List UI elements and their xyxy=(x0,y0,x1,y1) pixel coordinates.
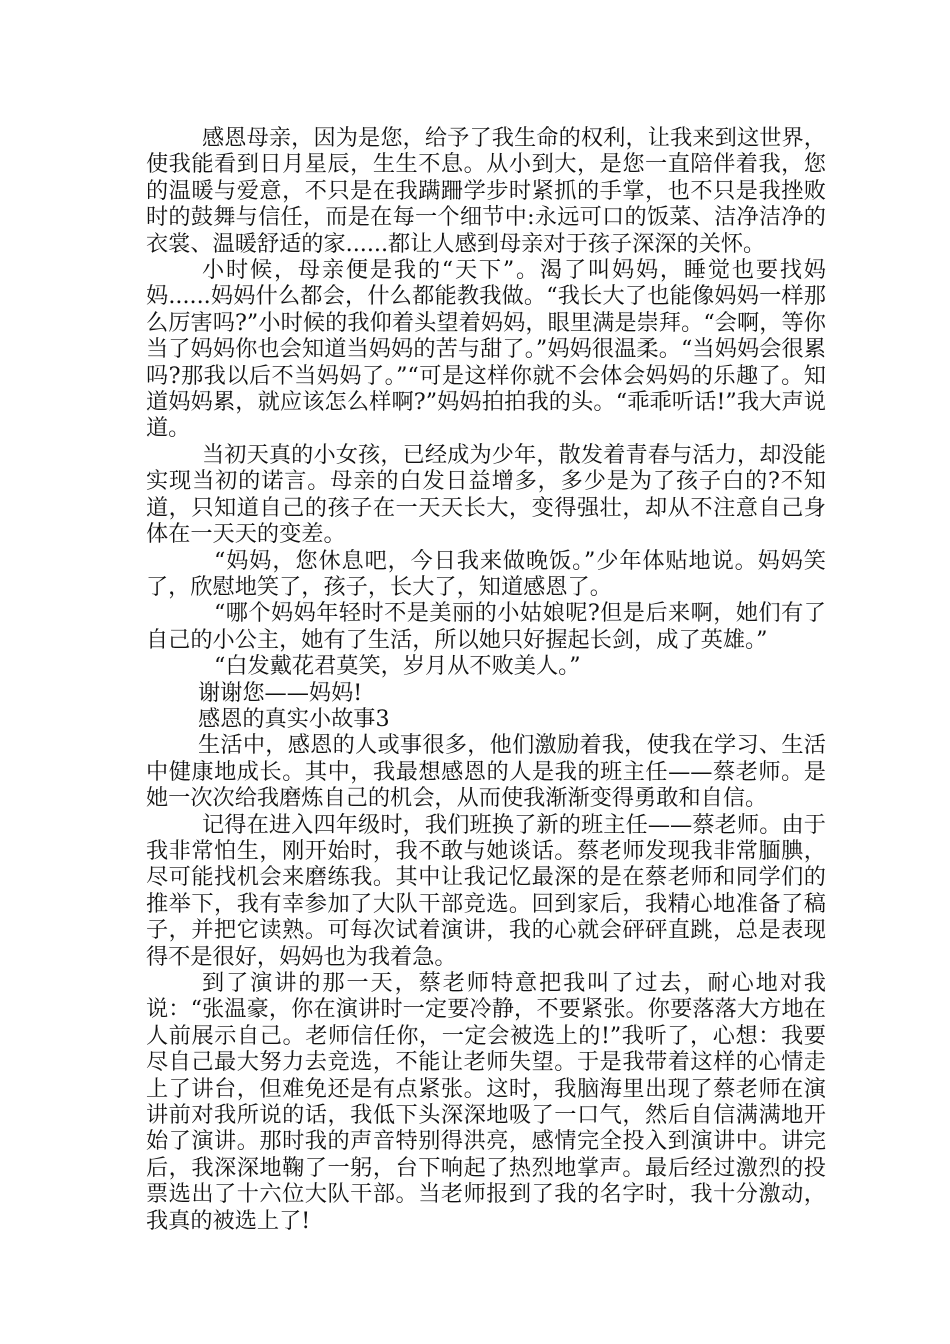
paragraph-fourth-grade: 记得在进入四年级时，我们班换了新的班主任——蔡老师。由于我非常怕生，刚开始时，我不敢与她谈话。蔡老师发现我非常腼腆，尽可能找机会来磨练我。其中让我记忆最深的是在蔡老师和同学们的推举下，我有幸参加了大队干部竞选。回到家后，我精心地准备了稿子，并把它读熟。可每次试着演讲，我的心就会砰砰直跳，总是表现得不是很好，妈妈也为我着急。 xyxy=(146,811,826,970)
paragraph-growing-up: 当初天真的小女孩，已经成为少年，散发着青春与活力，却没能实现当初的诺言。母亲的白发日益增多，多少是为了孩子白的?不知道，只知道自己的孩子在一天天长大，变得强壮，却从不注意自己身体在一天天的变差。 xyxy=(146,441,826,548)
section-heading-story-3: 感恩的真实小故事3 xyxy=(198,705,390,732)
paragraph-teacher-intro: 生活中，感恩的人或事很多，他们激励着我，使我在学习、生活中健康地成长。其中，我最想感恩的人是我的班主任——蔡老师。是她一次次给我磨炼自己的机会，从而使我渐渐变得勇敢和自信。 xyxy=(146,732,826,812)
paragraph-poem-line: “白发戴花君莫笑，岁月从不败美人。” xyxy=(214,653,581,680)
document-body xyxy=(146,125,826,1234)
paragraph-thanks-mom: 谢谢您——妈妈! xyxy=(198,679,363,706)
paragraph-gratitude-mother: 感恩母亲，因为是您，给予了我生命的权利，让我来到这世界，使我能看到日月星辰，生生不息。从小到大，是您一直陪伴着我，您的温暖与爱意，不只是在我蹒跚学步时紧抓的手掌，也不只是我挫败时的鼓舞与信任，而是在每一个细节中:永远可口的饭菜、洁净洁净的衣裳、温暖舒适的家......都让人感到母亲对于孩子深深的关怀。 xyxy=(146,125,826,257)
paragraph-cooking-dinner: “妈妈，您休息吧，今日我来做晚饭。”少年体贴地说。妈妈笑了，欣慰地笑了，孩子，长大了，知道感恩了。 xyxy=(146,547,826,600)
paragraph-little-girl: “哪个妈妈年轻时不是美丽的小姑娘呢?但是后来啊，她们有了自己的小公主，她有了生活，所以她只好握起长剑，成了英雄。” xyxy=(146,600,826,653)
paragraph-childhood: 小时候，母亲便是我的“天下”。渴了叫妈妈，睡觉也要找妈妈......妈妈什么都会，什么都能教我做。“我长大了也能像妈妈一样那么厉害吗?”小时候的我仰着头望着妈妈，眼里满是崇拜。“会啊，等你当了妈妈你也会知道当妈妈的苦与甜了。”妈妈很温柔。“当妈妈会很累吗?那我以后不当妈妈了。”“可是这样你就不会体会妈妈的乐趣了。知道妈妈累，就应该怎么样啊?”妈妈拍拍我的头。“乖乖听话!”我大声说道。 xyxy=(146,257,826,442)
paragraph-speech-day: 到了演讲的那一天，蔡老师特意把我叫了过去，耐心地对我说：“张温豪，你在演讲时一定要冷静，不要紧张。你要落落大方地在人前展示自己。老师信任你，一定会被选上的!”我听了，心想：我要尽自己最大努力去竞选，不能让老师失望。于是我带着这样的心情走上了讲台，但难免还是有点紧张。这时，我脑海里出现了蔡老师在演讲前对我所说的话，我低下头深深地吸了一口气，然后自信满满地开始了演讲。那时我的声音特别得洪亮，感情完全投入到演讲中。讲完后，我深深地鞠了一躬，台下响起了热烈地掌声。最后经过激烈的投票选出了十六位大队干部。当老师报到了我的名字时，我十分激动，我真的被选上了! xyxy=(146,970,826,1234)
